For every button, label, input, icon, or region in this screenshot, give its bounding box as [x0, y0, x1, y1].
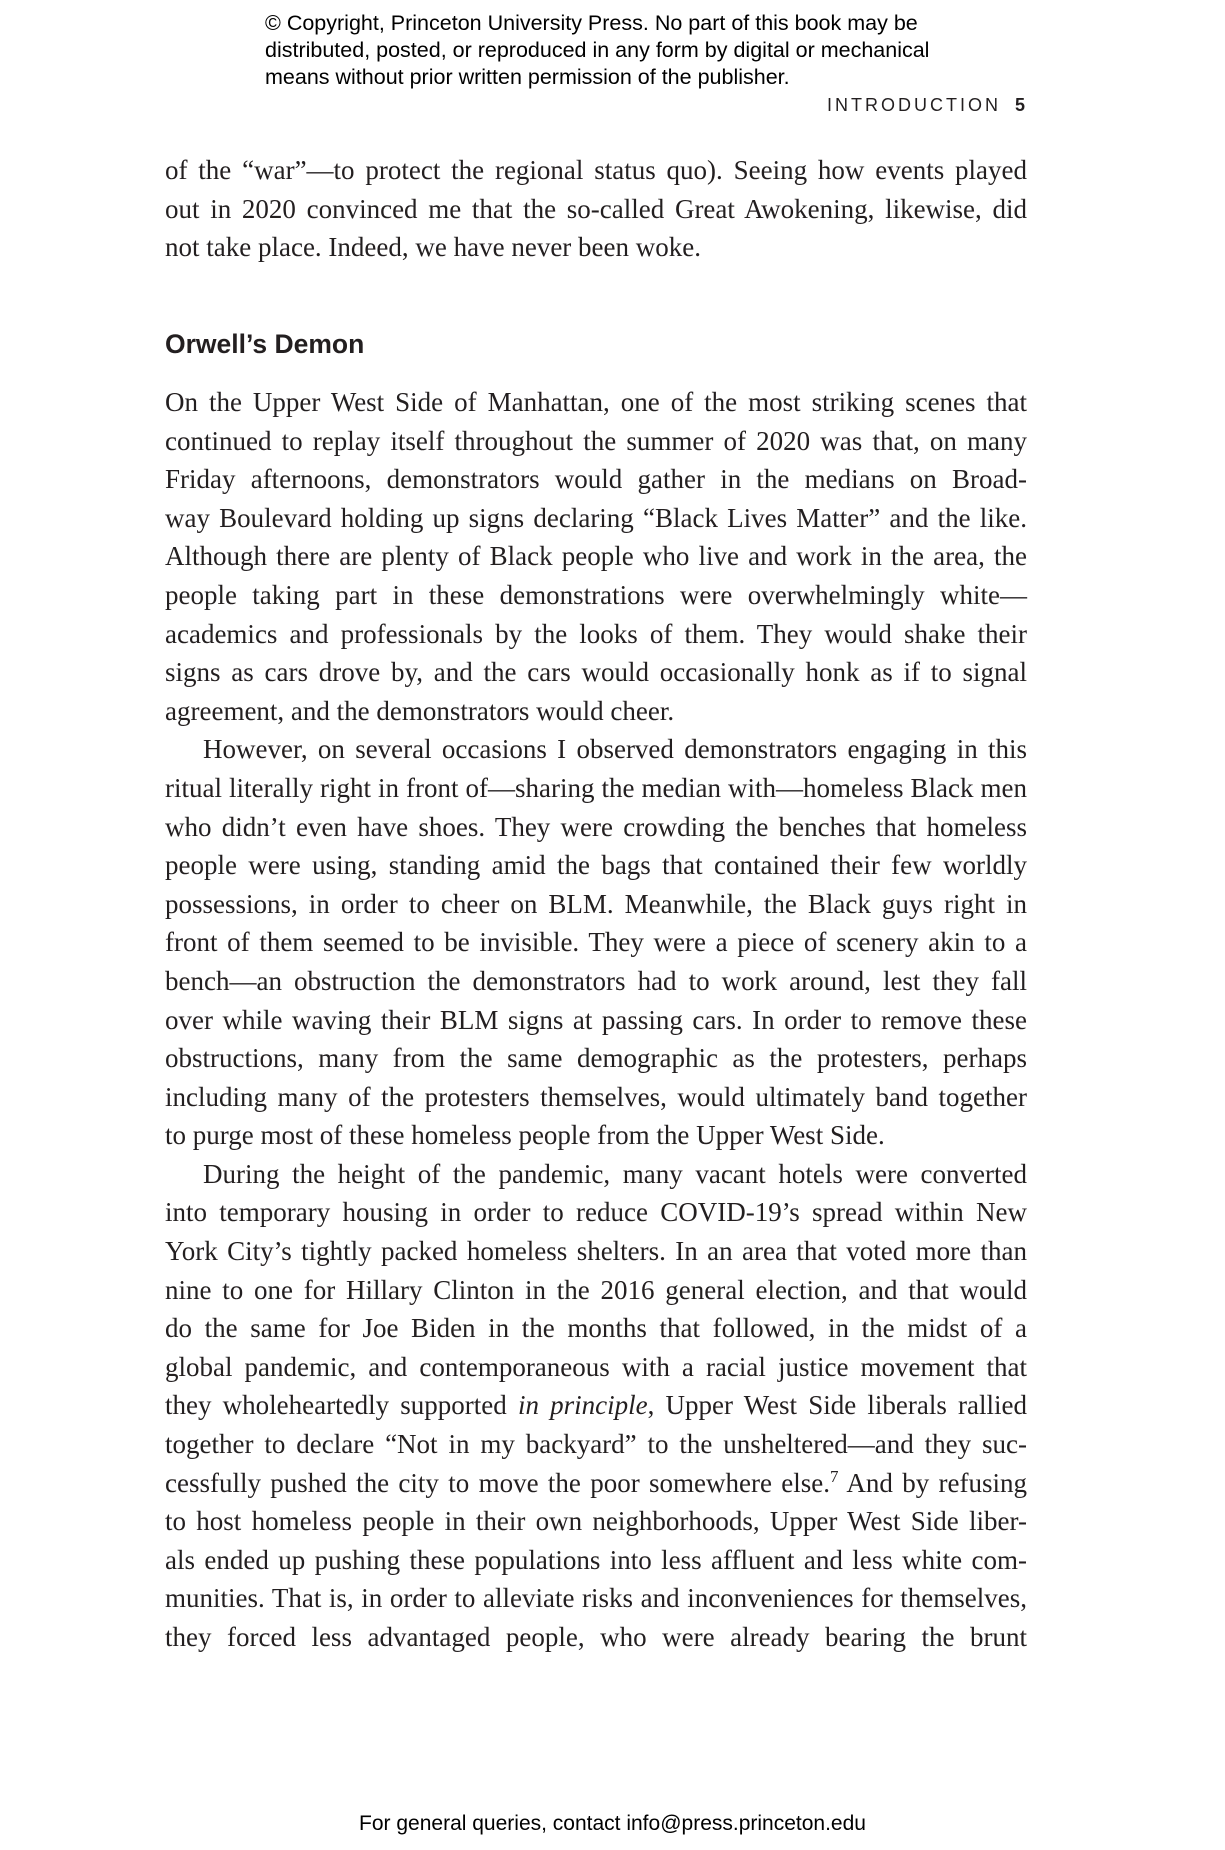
- text-line: obstructions, many from the same demographic as the protesters, perhaps: [165, 1043, 1027, 1074]
- italic-phrase: in principle: [517, 1390, 648, 1421]
- section-heading: Orwell’s Demon: [165, 329, 365, 359]
- top-paragraph: [165, 151, 1027, 267]
- body-text: [165, 383, 1027, 1657]
- footnote-marker[interactable]: 7: [830, 1466, 839, 1486]
- text-line: York City’s tightly packed homeless shelters. In an area that voted more than: [165, 1236, 1027, 1267]
- copyright-line: © Copyright, Princeton University Press. No part of this book may be: [265, 11, 918, 35]
- text-run: they wholeheartedly supported: [165, 1390, 518, 1421]
- text-line: possessions, in order to cheer on BLM. Meanwhile, the Black guys right in: [165, 888, 1027, 919]
- running-head-section: INTRODUCTION: [826, 95, 1001, 115]
- text-run: And by refusing: [838, 1467, 1027, 1498]
- text-line: However, on several occasions I observed demonstrators engaging in this: [203, 734, 1027, 765]
- text-line: of the “war”—to protect the regional status quo). Seeing how events played: [165, 155, 1027, 185]
- text-line: who didn’t even have shoes. They were crowding the benches that homeless: [165, 811, 1027, 842]
- text-line: [165, 1464, 1027, 1503]
- footer-contact: For general queries, contact info@press.princeton.edu: [359, 1812, 866, 1835]
- text-line: they forced less advantaged people, who were already bearing the brunt: [165, 1622, 1027, 1652]
- text-line: ritual literally right in front of—sharing the median with—homeless Black men: [165, 772, 1027, 803]
- text-line: together to declare “Not in my backyard” to the unsheltered—and they suc-: [165, 1429, 1027, 1460]
- text-line: including many of the protesters themselves, would ultimately band together: [165, 1081, 1027, 1112]
- text-line: people were using, standing amid the bags that contained their few worldly: [165, 850, 1027, 881]
- text-line: bench—an obstruction the demonstrators had to work around, lest they fall: [165, 965, 1027, 996]
- text-line: not take place. Indeed, we have never been woke.: [165, 232, 701, 263]
- text-line: to purge most of these homeless people from the Upper West Side.: [165, 1120, 885, 1151]
- text-line: over while waving their BLM signs at passing cars. In order to remove these: [165, 1004, 1027, 1035]
- text-line: out in 2020 convinced me that the so-called Great Awokening, likewise, did: [165, 193, 1027, 224]
- text-line: way Boulevard holding up signs declaring “Black Lives Matter” and the like.: [165, 502, 1027, 533]
- text-line: do the same for Joe Biden in the months that followed, in the midst of a: [165, 1313, 1027, 1344]
- text-run: , Upper West Side liberals rallied: [647, 1390, 1027, 1421]
- text-line: front of them seemed to be invisible. They were a piece of scenery akin to a: [165, 927, 1027, 958]
- text-line: als ended up pushing these populations into less affluent and less white com-: [165, 1544, 1027, 1575]
- text-line: into temporary housing in order to reduce COVID-19’s spread within New: [165, 1197, 1027, 1228]
- text-run: cessfully pushed the city to move the poor somewhere else.: [165, 1467, 831, 1498]
- copyright-line: means without prior written permission of the publisher.: [265, 65, 790, 89]
- text-line: agreement, and the demonstrators would cheer.: [165, 695, 675, 726]
- text-line: [165, 1386, 1027, 1425]
- text-line: to host homeless people in their own neighborhoods, Upper West Side liber-: [165, 1506, 1027, 1537]
- text-line: munities. That is, in order to alleviate risks and inconveniences for themselves,: [165, 1583, 1027, 1614]
- text-line: nine to one for Hillary Clinton in the 2016 general election, and that would: [165, 1274, 1027, 1305]
- text-line: Although there are plenty of Black people who live and work in the area, the: [165, 541, 1027, 572]
- text-line: global pandemic, and contemporaneous with a racial justice movement that: [165, 1351, 1027, 1382]
- copyright-notice: [265, 10, 1025, 91]
- page-number: 5: [1014, 95, 1025, 115]
- running-head: [700, 95, 1025, 116]
- text-line: people taking part in these demonstrations were overwhelmingly white—: [165, 579, 1027, 610]
- text-line: Friday afternoons, demonstrators would gather in the medians on Broad-: [165, 464, 1027, 495]
- text-line: academics and professionals by the looks of them. They would shake their: [165, 618, 1027, 649]
- text-line: During the height of the pandemic, many vacant hotels were converted: [203, 1158, 1027, 1189]
- text-line: On the Upper West Side of Manhattan, one of the most striking scenes that: [165, 387, 1027, 417]
- text-line: continued to replay itself throughout the summer of 2020 was that, on many: [165, 425, 1027, 456]
- text-line: signs as cars drove by, and the cars would occasionally honk as if to signal: [165, 657, 1027, 688]
- copyright-line: distributed, posted, or reproduced in any form by digital or mechanical: [265, 38, 930, 62]
